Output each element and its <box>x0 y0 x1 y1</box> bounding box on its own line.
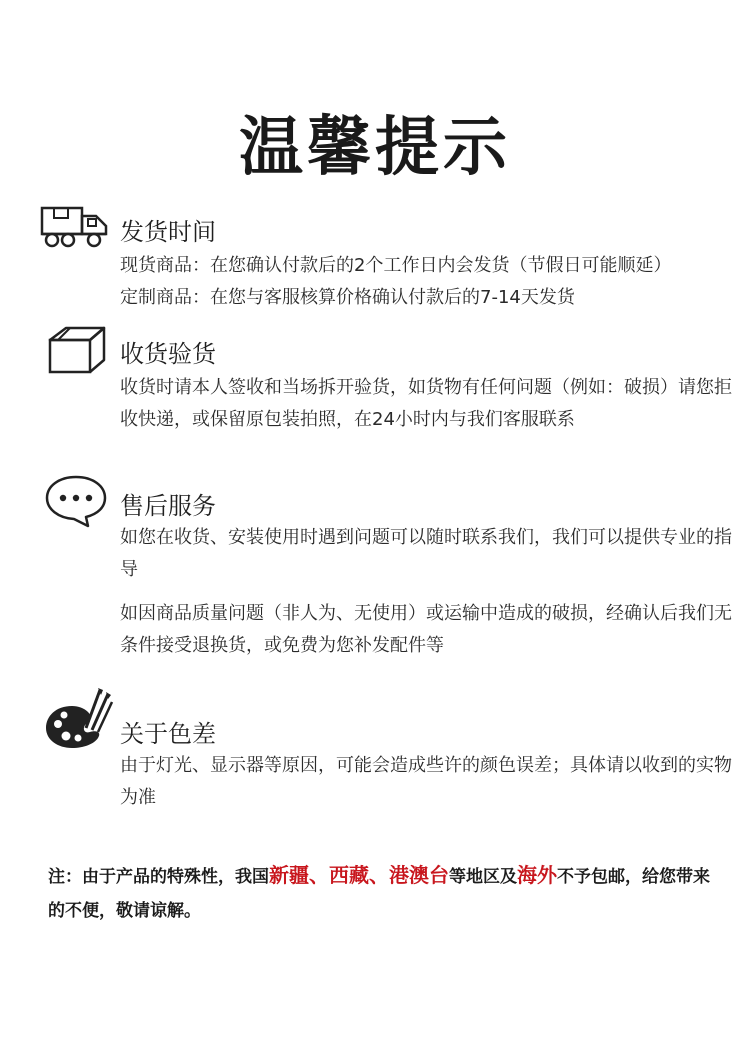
section-text: 定制商品：在您与客服核算价格确认付款后的7-14天发货 <box>120 287 575 308</box>
section-text: 现货商品：在您确认付款后的2个工作日内会发货（节假日可能顺延） <box>120 255 672 276</box>
section-heading: 收货验货 <box>120 340 216 368</box>
section-text: 由于灯光、显示器等原因，可能会造成些许的颜色误差；具体请以收到的实物为准 <box>120 755 732 808</box>
shipping-note <box>48 858 720 928</box>
note-text: 不予包邮，给您带来的不便，敬请谅解。 <box>48 867 710 921</box>
section-text: 如因商品质量问题（非人为、无使用）或运输中造成的破损，经确认后我们无条件接受退换货，或免费为您补发配件等 <box>120 603 732 656</box>
palette-icon <box>42 686 114 752</box>
section-color-difference <box>40 688 732 818</box>
note-highlight-overseas: 海外 <box>517 863 557 887</box>
section-text: 收货时请本人签收和当场拆开验货，如货物有任何问题（例如：破损）请您拒收快递，或保留原包装拍照，在24小时内与我们客服联系 <box>120 377 732 430</box>
section-heading: 售后服务 <box>120 492 216 520</box>
note-highlight-regions: 新疆、西藏、港澳台 <box>269 863 449 887</box>
page-title: 温馨提示 <box>239 111 511 185</box>
note-text: 注：由于产品的特殊性，我国 <box>48 867 269 887</box>
section-shipping-time <box>40 200 720 310</box>
section-heading: 发货时间 <box>120 218 216 246</box>
section-receipt-inspection <box>40 322 732 442</box>
note-text: 等地区及 <box>449 867 517 887</box>
section-text: 如您在收货、安装使用时遇到问题可以随时联系我们，我们可以提供专业的指导 <box>120 527 732 580</box>
box-icon <box>46 324 108 376</box>
section-after-sales <box>40 472 732 662</box>
section-heading: 关于色差 <box>120 720 216 748</box>
chat-bubble-icon <box>44 474 108 528</box>
truck-icon <box>40 204 110 250</box>
